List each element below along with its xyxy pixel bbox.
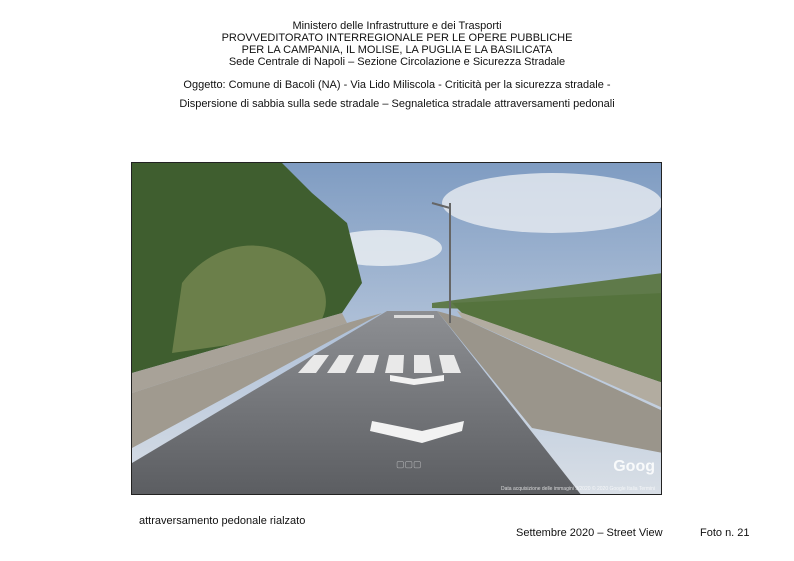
road-scene-illustration [132,163,662,495]
office-regions: PER LA CAMPANIA, IL MOLISE, LA PUGLIA E LA BASILICATA [241,44,553,56]
photo-attribution: Data acquisizione delle immagini 9/2020 © 2020 Google Italia Termini [501,486,655,492]
document-header [0,20,794,68]
street-view-photo [131,162,662,495]
distant-crosswalk [394,315,434,318]
photo-caption: attraversamento pedonale rialzato [139,515,306,527]
subject-line-1: Oggetto: Comune di Bacoli (NA) - Via Lido Miliscola - Criticità per la sicurezza stradale - [183,79,611,91]
cloud [442,173,662,233]
office-name: PROVVEDITORATO INTERREGIONALE PER LE OPERE PUBBLICHE [221,32,573,44]
document-subject [0,76,794,114]
google-watermark: Goog [613,458,655,475]
ministry-name: Ministero delle Infrastrutture e dei Trasporti [292,20,502,32]
photo-date-source: Settembre 2020 – Street View [516,527,663,539]
office-section: Sede Centrale di Napoli – Sezione Circolazione e Sicurezza Stradale [228,56,566,68]
subject-line-2: Dispersione di sabbia sulla sede stradale – Segnaletica stradale attraversamenti pedonali [179,98,615,110]
photo-number: Foto n. 21 [700,527,750,539]
photo-center-mark: ▢▢▢ [396,459,422,469]
